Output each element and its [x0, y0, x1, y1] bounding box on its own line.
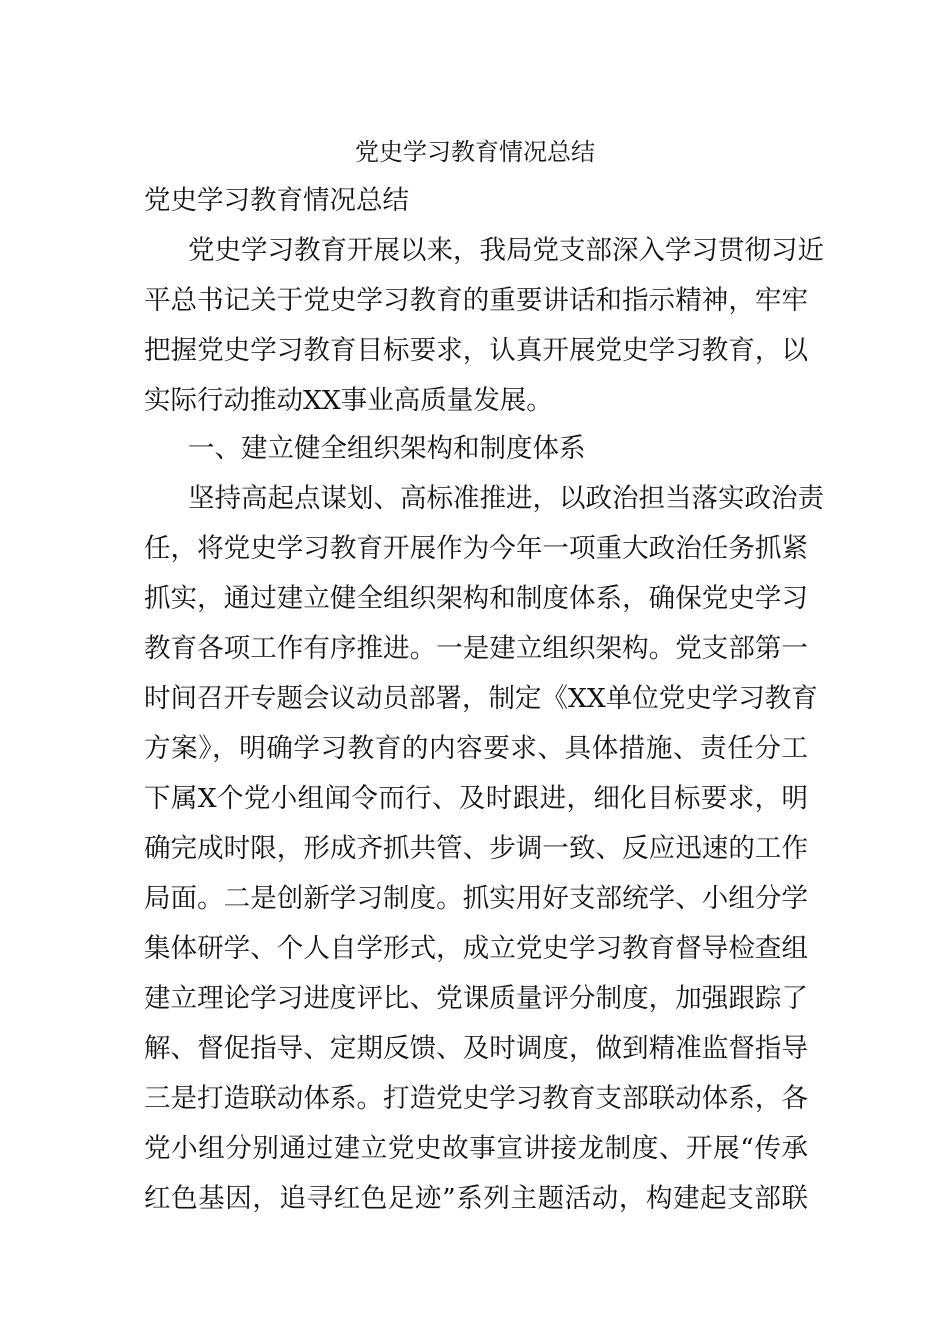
text-line: 下属X个党小组闻令而行、及时跟进，细化目标要求，明: [144, 783, 808, 814]
text-line: 解、督促指导、定期反馈、及时调度，做到精准监督指导: [144, 1033, 808, 1064]
text-line: 任，将党史学习教育开展作为今年一项重大政治任务抓紧: [144, 533, 808, 564]
text-line: 党小组分别通过建立党史故事宣讲接龙制度、开展“传承: [144, 1133, 808, 1164]
text-line: 建立理论学习进度评比、党课质量评分制度，加强跟踪了: [144, 983, 808, 1014]
text-line: 坚持高起点谋划、高标准推进，以政治担当落实政治责: [188, 483, 824, 514]
page-title: 党史学习教育情况总结: [355, 138, 595, 166]
text-line: 三是打造联动体系。打造党史学习教育支部联动体系，各: [144, 1083, 808, 1114]
section-heading: 一、建立健全组织架构和制度体系: [188, 433, 586, 464]
text-line: 教育各项工作有序推进。一是建立组织架构。党支部第一: [144, 633, 808, 664]
text-line: 党史学习教育开展以来，我局党支部深入学习贯彻习近: [188, 235, 824, 266]
text-line: 抓实，通过建立健全组织架构和制度体系，确保党史学习: [144, 583, 808, 614]
text-line: 时间召开专题会议动员部署，制定《XX单位党史学习教育: [144, 683, 818, 714]
text-line: 红色基因，追寻红色足迹”系列主题活动，构建起支部联: [144, 1183, 808, 1214]
text-line: 平总书记关于党史学习教育的重要讲话和指示精神，牢牢: [144, 285, 808, 316]
text-line: 集体研学、个人自学形式，成立党史学习教育督导检查组: [144, 933, 808, 964]
text-line: 确完成时限，形成齐抓共管、步调一致、反应迅速的工作: [144, 833, 808, 864]
text-line: 把握党史学习教育目标要求，认真开展党史学习教育，以: [144, 335, 808, 366]
document-subtitle: 党史学习教育情况总结: [144, 185, 409, 216]
text-line: 方案》，明确学习教育的内容要求、具体措施、责任分工: [144, 733, 808, 764]
text-line: 局面。二是创新学习制度。抓实用好支部统学、小组分学: [144, 883, 808, 914]
text-line: 实际行动推动XX事业高质量发展。: [144, 385, 553, 416]
